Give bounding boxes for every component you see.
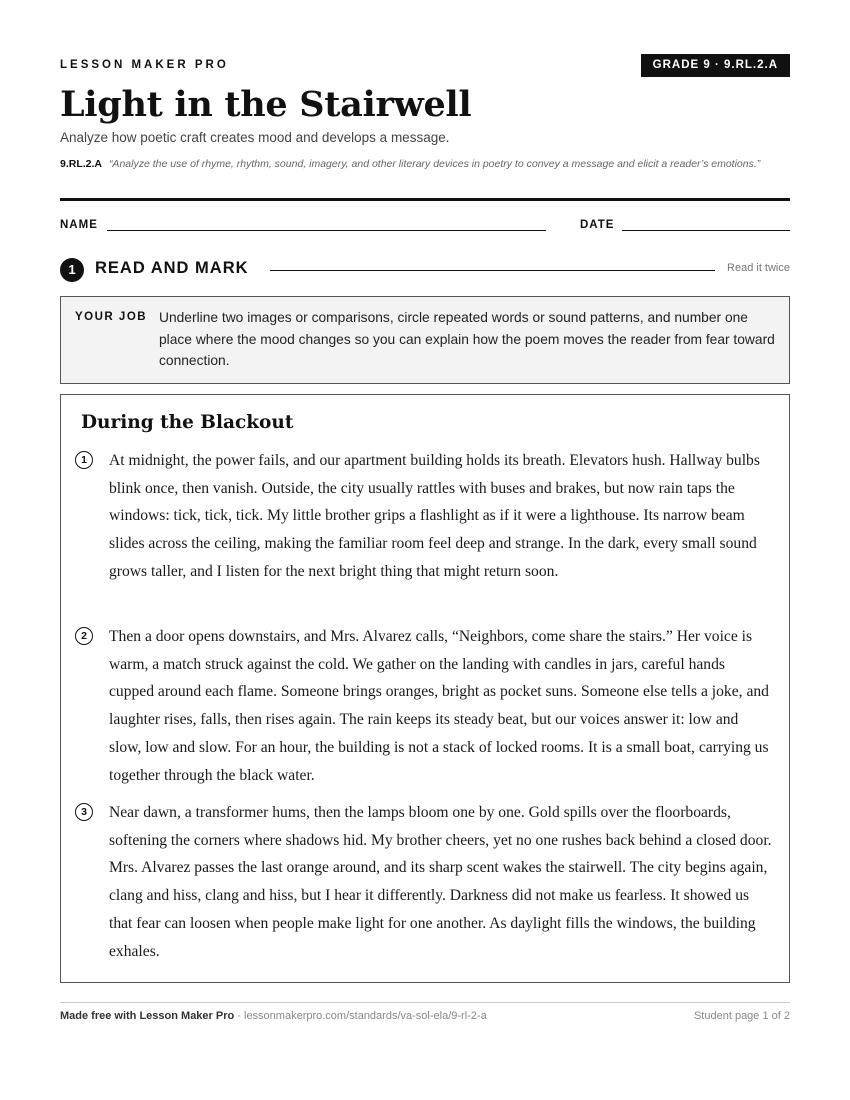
stanza-number: 2: [75, 627, 93, 645]
page-header: [60, 54, 790, 80]
instructions-box: [60, 296, 790, 384]
stanza-text: Near dawn, a transformer hums, then the lamps bloom one by one. Gold spills over the floorboards, softening the corners where shadows hid. My brother cheers, yet no one rushes back behind a closed door. Mrs. Alvarez passes the last orange around, and its sharp scent wakes the stairwell. The city begins again, clang and hiss, clang and hiss, but I hear it differently. Darkness did not make us fearless. It showed us that fear can loosen when people make light for one another. As daylight fills the windows, the building exhales.: [109, 804, 772, 960]
page-footer: [60, 1010, 790, 1022]
standard-text: “Analyze the use of rhyme, rhythm, sound, imagery, and other literary devices in poetry to convey a message and elicit a reader’s emotions.”: [108, 158, 761, 170]
stanza-number: 3: [75, 803, 93, 821]
worksheet-subtitle: Analyze how poetic craft creates mood and develops a message.: [60, 130, 450, 145]
standard-code: 9.RL.2.A: [60, 158, 103, 170]
name-date-row: [60, 219, 790, 235]
page-number: Student page 1 of 2: [693, 1010, 790, 1022]
footer-made-with: Made free with Lesson Maker Pro: [60, 1010, 235, 1022]
poem-box: [60, 394, 790, 983]
footer-credit: [60, 1010, 487, 1022]
worksheet-title: Light in the Stairwell: [60, 84, 472, 125]
stanza-text: At midnight, the power fails, and our apartment building holds its breath. Elevators hush. Hallway bulbs blink once, then vanish. Outside, the city usually rattles with buses and brakes, but now rain taps the windows: tick, tick, tick. My little brother grips a flashlight as if it were a lighthouse. Its narrow beam slides across the ceiling, making the familiar room feel deep and strange. In the dark, every small sound grows taller, and I listen for the next bright thing that might return soon.: [109, 452, 760, 580]
poem-title: During the Blackout: [81, 412, 294, 433]
stanza-text: Then a door opens downstairs, and Mrs. Alvarez calls, “Neighbors, come share the stairs.” Her voice is warm, a match struck against the cold. We gather on the landing with candles in jars, careful hands cupped around each flame. Someone brings oranges, bright as pocket suns. Someone else tells a joke, and laughter rises, falls, then rises again. The rain keeps its steady beat, but our voices answer it: low and slow, low and slow. For an hour, the building is not a stack of locked rooms. It is a small boat, carrying us together through the black water.: [109, 628, 769, 784]
brand-name: LESSON MAKER PRO: [60, 59, 229, 71]
name-label: NAME: [60, 219, 98, 231]
section-header: [60, 256, 790, 282]
stanza-number: 1: [75, 451, 93, 469]
name-line[interactable]: [107, 230, 546, 231]
header-divider: [60, 198, 790, 201]
date-line[interactable]: [622, 230, 790, 231]
section-divider: [270, 270, 715, 271]
grade-standard-badge: GRADE 9 · 9.RL.2.A: [641, 54, 790, 77]
footer-url[interactable]: · lessonmakerpro.com/standards/va-sol-ela/9-rl-2-a: [234, 1010, 487, 1022]
instructions-label: YOUR JOB: [75, 311, 148, 323]
date-label: DATE: [580, 219, 615, 231]
standard-description: [60, 156, 790, 172]
footer-divider: [60, 1002, 790, 1003]
section-number: 1: [60, 258, 84, 282]
section-title: READ AND MARK: [95, 259, 249, 277]
instructions-text: Underline two images or comparisons, circle repeated words or sound patterns, and number one place where the mood changes so you can explain how the poem moves the reader from fear toward connection.: [159, 310, 775, 368]
section-note: Read it twice: [727, 262, 790, 274]
